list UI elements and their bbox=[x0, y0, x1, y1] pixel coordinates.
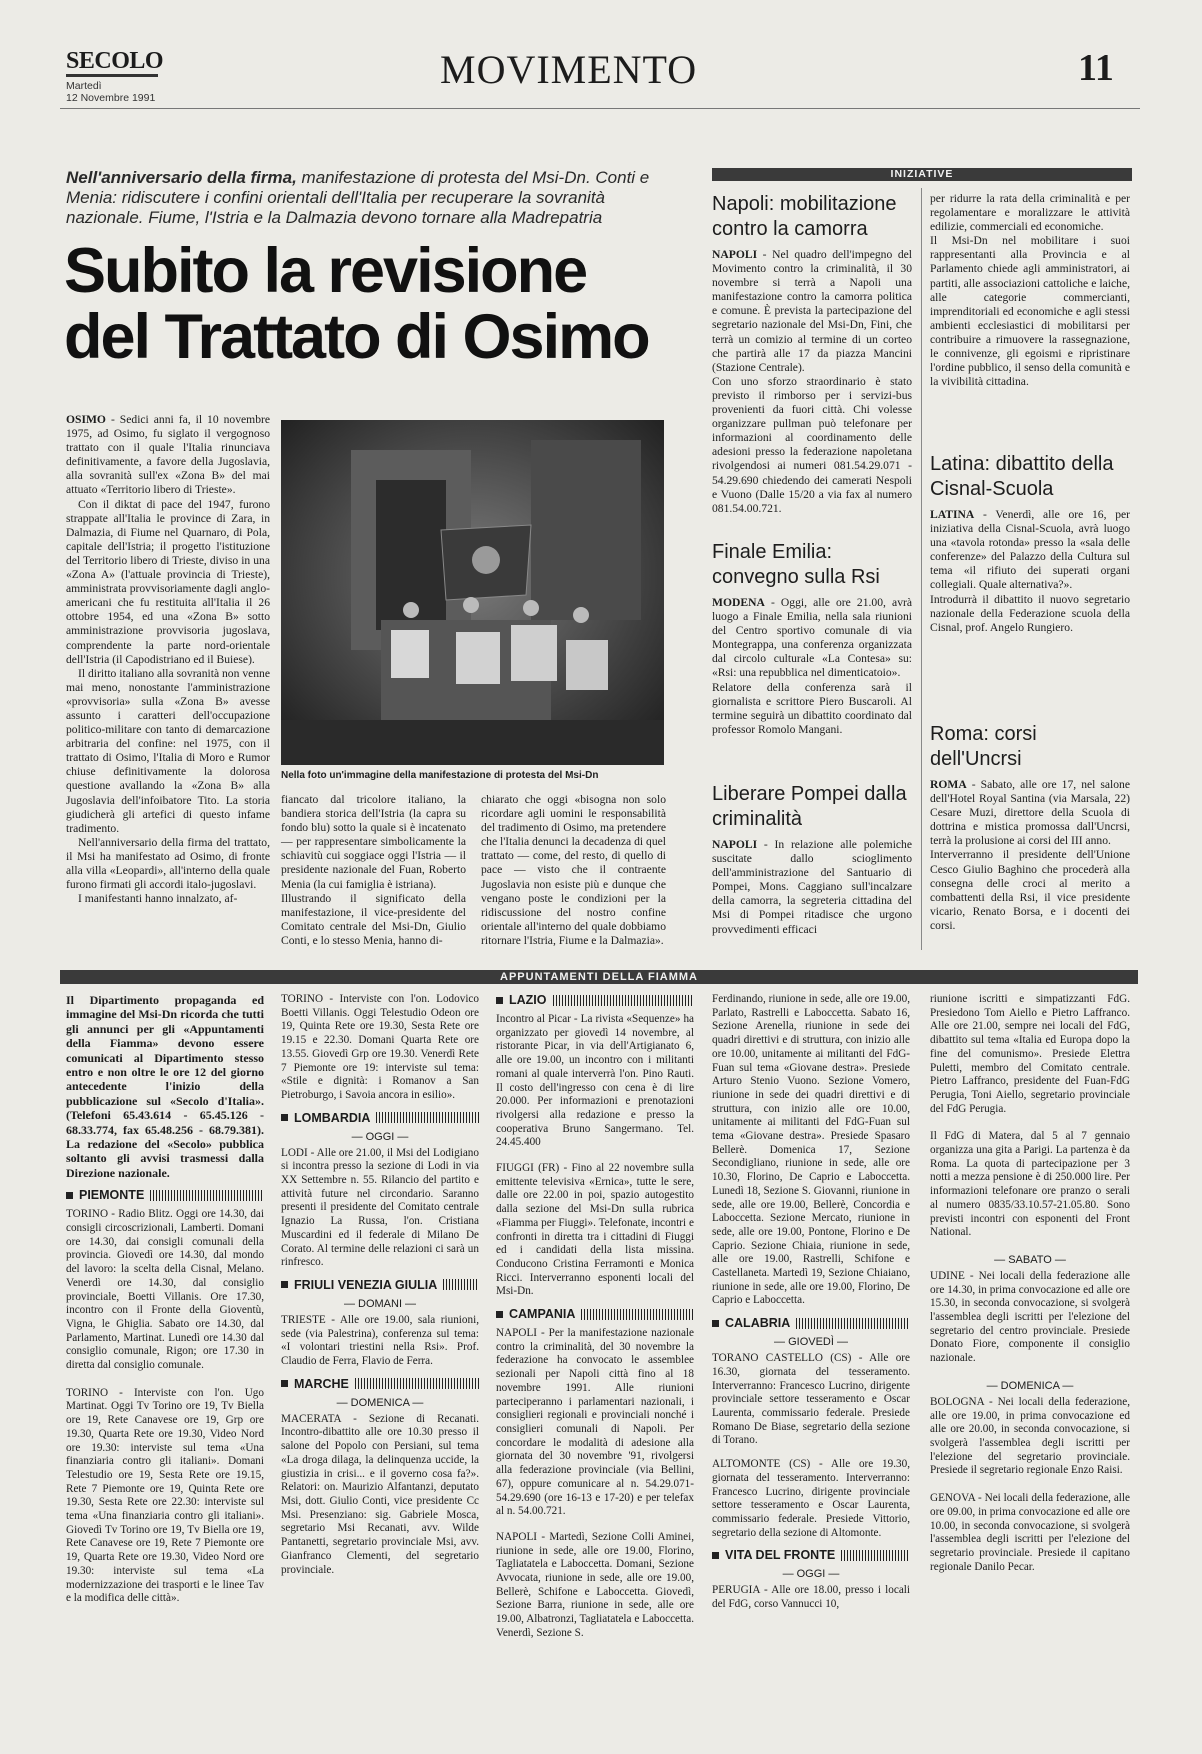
dateline: OSIMO bbox=[66, 413, 106, 426]
day-label-text: DOMENICA bbox=[350, 1396, 410, 1409]
region-header-lazio bbox=[496, 993, 694, 1007]
day-label-text: DOMANI bbox=[358, 1297, 402, 1310]
appuntamenti-column-2 bbox=[281, 993, 479, 1738]
event-text: TORANO CASTELLO (CS) - Alle ore 16.30, giornata del tesseramento. Interverranno: Francesco Lucrino, dirigente provinciale settore tesseramento e Oscar Laurenta, commissario federale. Presiede Romano De Biase, segretario della sezione di Torano. bbox=[712, 1352, 910, 1447]
news-text: - In relazione alle polemiche suscitate dallo scioglimento dell'amministrazione del Santuario di Pompei, Mons. Caggiano sull'incalzare della camorra, la segreteria cittadina del Msi di Pompei ritadisce che urgono provvedimenti efficaci bbox=[712, 838, 912, 936]
article-kicker bbox=[66, 168, 672, 228]
article-paragraph: Con il diktat di pace del 1947, furono strappate all'Italia le province di Zara, in Dalmazia, di Fiume nel Quarnaro, di Pola, capitale dell'Istria; il progetto l'istituzione del Territorio libero di Trieste, diviso in una «Zona A» (l'attuale provincia di Trieste), amministrata provvisoriamente dagli anglo-americani che fu restituita all'Italia il 26 ottobre 1954, ed una «Zona B» sotto amministrazione provvisoria jugoslava, comprendente la parte nord-orientale dell'Istria (il Capodistriano ed il Buiese). bbox=[66, 497, 270, 666]
day-label: — OGGI — bbox=[782, 1568, 840, 1581]
day-label: — DOMANI — bbox=[343, 1297, 417, 1310]
region-rule bbox=[355, 1378, 479, 1389]
day-label-text: OGGI bbox=[365, 1130, 395, 1143]
event-text: ALTOMONTE (CS) - Alle ore 19.30, giornata del tesseramento. Interverranno: Francesco Lucrino, dirigente provinciale settore tesseramento e Oscar Laurenta, commissario federale. Presiede Vittorio, segretario della sezione di Altomonte. bbox=[712, 1458, 910, 1539]
region-name: VITA DEL FRONTE bbox=[725, 1548, 836, 1563]
event-text: TORINO - Interviste con l'on. Lodovico Boetti Villanis. Oggi Telestudio Odeon ore 19, Quinta Rete ore 19.30, Sesta Rete ore 19.15 e 22.30. Domani Quarta Rete ore 13.55. Giovedì Grp ore 19.30. Venerdì Rete 7 Piemonte ore 19: interviste sul tema: «Stile e dignità: i Romanov a San Pietroburgo, i Savoia ancora in esilio». bbox=[281, 993, 479, 1101]
event-text: LODI - Alle ore 21.00, il Msi del Lodigiano si incontra presso la sezione di Lodi in via XX Settembre n. 55. Rilancio del partito e attività future nel circondario. Saranno presenti il presidente del Comitato centrale Ignazio La Russa, l'on. Cristiana Muscardini ed il federale di Milano De Corato. Al termine delle relazioni ci sarà un rinfresco. bbox=[281, 1146, 479, 1269]
iniziative-band: INIZIATIVE bbox=[712, 168, 1132, 181]
article-column-3: chiarato che oggi «bisogna non solo ricordare agli uomini le responsabilità del tradimento di Osimo, ma pretendere che l'Italia denunci la decadenza di quel trattato — come, del resto, di quello di pace — visto che il contraente Jugoslavia non esiste più e dunque che vengano poste le condizioni per la ridiscussione del nostro confine orientale all'interno del quale dobbiamo ritornare l'Istria, Fiume e la Dalmazia». bbox=[481, 793, 666, 947]
region-rule bbox=[376, 1112, 479, 1123]
region-header-campania bbox=[496, 1307, 694, 1321]
region-header-calabria bbox=[712, 1316, 910, 1330]
region-name: CAMPANIA bbox=[509, 1307, 576, 1322]
dateline: NAPOLI bbox=[712, 838, 758, 851]
day-label-text: GIOVEDÌ bbox=[788, 1336, 834, 1349]
region-rule bbox=[150, 1190, 264, 1201]
news-headline: Roma: corsi dell'Uncrsi bbox=[930, 723, 1037, 770]
logo-underline bbox=[66, 74, 158, 77]
event-text: Incontro al Picar - La rivista «Sequenze» ha organizzato per giovedì 14 novembre, al ristorante Picar, in via dell'Artigianato 6, alle ore 19.00, un incontro con i militanti romani al quale interverrà l'on. Pino Rauti. Il costo dell'ingresso con cena è di lire 20.000. Per informazioni e prenotazioni rivolgersi alla redazione e presso la cooperativa Bruno Sangermano. Tel. 24.45.400 bbox=[496, 1013, 694, 1149]
article-paragraph: Nell'anniversario della firma del trattato, il Msi ha manifestato ad Osimo, di fronte alla villa «Leopardi», all'interno della quale furono firmati gli accordi italo-jugoslavi. bbox=[66, 835, 270, 892]
news-headline: Finale Emilia: convegno sulla Rsi bbox=[712, 541, 880, 588]
region-name: MARCHE bbox=[294, 1376, 349, 1391]
region-rule bbox=[841, 1550, 910, 1561]
day-label-text: SABATO bbox=[1008, 1253, 1052, 1266]
region-bullet bbox=[496, 1311, 503, 1318]
region-bullet bbox=[281, 1114, 288, 1121]
masthead-full-date: 12 Novembre 1991 bbox=[66, 92, 156, 104]
region-header-marche bbox=[281, 1377, 479, 1391]
kicker-bold: Nell'anniversario della firma, bbox=[66, 168, 297, 187]
news-text: - Sabato, alle ore 17, nel salone dell'Hotel Royal Santina (via Marsala, 22) Cesare Muzi, direttore della Scuola di dottrina e mistica promossa dall'Uncrsi, terrà la prolusione ai corsi del III anno. Interverranno il presidente dell'Unione Cesco Giulio Baghino che procederà alla consegna delle croci al merito a combattenti della Rsi, il vice presidente vicario, Renato Borsa, e i docenti dei corsi. bbox=[930, 778, 1130, 932]
appuntamenti-column-4 bbox=[712, 993, 910, 1738]
region-bullet bbox=[281, 1380, 288, 1387]
sidebar-divider bbox=[921, 188, 922, 950]
event-text: MACERATA - Sezione di Recanati. Incontro-dibattito alle ore 10.30 presso il salone del Popolo con Persiani, sul tema «La droga dilaga, la delinquenza uccide, la giustizia in crisi... e il governo cosa fa?». Relatori: on. Maurizio Alfantanzi, deputato Msi, dott. Giulio Conti, vice presidente Cc Msi. Presenziano: sig. Gabriele Mosca, segretario Msi Recanati, avv. Wilde Pantanetti, segretario provinciale Msi, avv. Gianfranco Clementi, del segretario provinciale. bbox=[281, 1412, 479, 1576]
region-name: CALABRIA bbox=[725, 1316, 791, 1331]
day-label: — DOMENICA — bbox=[336, 1396, 424, 1409]
section-title: MOVIMENTO bbox=[440, 47, 698, 92]
news-headline: Liberare Pompei dalla criminalità bbox=[712, 783, 907, 830]
region-rule bbox=[553, 995, 695, 1006]
dateline: LATINA bbox=[930, 508, 975, 521]
event-text: Ferdinando, riunione in sede, alle ore 19.00, Parlato, Rastrelli e Laboccetta. Sabato 16, Sezione Arenella, riunione in sede dei quadri direttivi e di struttura, con inizio alle ore 10.00, unitamente ai militanti del FdG-Fuan sul tema «Giovane destra». Presiede Arturo Stenio Vuono. Sezione Vomero, riunione in sede dei quadri direttivi e di struttura, con inizio alle ore 10.00, unitamente ai militanti del FdG-Fuan sul tema «Giovane destra». Presiede Spasaro Bellerè. Domenica 17, Sezione Secondigliano, riunione in sede, alle ore 10.30, Florino, De Caprio e Laboccetta. Lunedì 18, Sezione S. Giovanni, riunione in sede, alle ore 19.00, Bellerè, Concordia e Laboccetta. Sezione Mercato, riunione in sede, alle ore 19.00, Pontone, Florino e De Caprio. Sezione Chiaia, riunione in sede, alle ore 19.00, Rastrelli, Schifone e Castellaneta. Martedì 19, Sezione Chiaiano, riunione in sede, alle ore 19.00, Florino, De Caprio e Laboccetta. bbox=[712, 993, 910, 1307]
region-name: FRIULI VENEZIA GIULIA bbox=[294, 1277, 438, 1292]
event-text: NAPOLI - Martedì, Sezione Colli Aminei, riunione in sede, alle ore 19.00, Florino, Tagliatatela e Laboccetta. Domani, Sezione Avvocata, riunione in sede, alle ore 19.00, Bellerè, Schifone e Laboccetta. Giovedì, Sezione Barra, riunione in sede, alle ore 19.00, Albatronzi, Tagliatatela e Laboccetta. Venerdì, Sezione S. bbox=[496, 1530, 694, 1639]
event-text: GENOVA - Nei locali della federazione, alle ore 09.00, in prima convocazione ed alle ore 10.00, in seconda convocazione, si svolgerà l'assemblea degli iscritti per l'elezione del segretario provinciale. Presiede il capitano regionale Danilo Pecar. bbox=[930, 1492, 1130, 1573]
region-name: LOMBARDIA bbox=[294, 1110, 371, 1125]
article-paragraph: Il diritto italiano alla sovranità non venne mai meno, nonostante l'amministrazione «provvisoria» sulla «Zona B» avesse assunto i caratteri dell'occupazione politico-militare con tanto di demarcazione arbitraria del confine: nel 1975, con il trattato di Osimo, l'Italia di Moro e Rumor chiuse definitivamente la dolorosa questione avallando la «Zona B» alla Jugoslavia dell'infoibatore Tito. La storia giudicherà gli artefici di questo infame tradimento. bbox=[66, 666, 270, 835]
appuntamenti-column-5 bbox=[930, 993, 1130, 1738]
photo-caption: Nella foto un'immagine della manifestazione di protesta del Msi-Dn bbox=[281, 770, 599, 781]
page-number: 11 bbox=[1078, 47, 1114, 89]
news-finale-emilia bbox=[712, 540, 912, 737]
news-text: - Oggi, alle ore 21.00, avrà luogo a Finale Emilia, nella sala riunioni del Centro sportivo comunale di via Montegrappa, una conferenza organizzata dal circolo culturale «La Contesa» su: «Rsi: una repubblica nel dimenticatoio». Relatore della conferenza sarà il giornalista e scrittore Piero Buscaroli. Al termine seguirà un dibattito coordinato dal professor Romolo Mangani. bbox=[712, 596, 912, 736]
region-bullet bbox=[712, 1552, 719, 1559]
article-column-1 bbox=[66, 413, 270, 906]
news-body bbox=[712, 838, 912, 937]
dateline: ROMA bbox=[930, 778, 967, 791]
news-headline: Napoli: mobilitazione contro la camorra bbox=[712, 193, 897, 240]
masthead-date bbox=[66, 80, 155, 104]
appuntamenti-band: APPUNTAMENTI DELLA FIAMMA bbox=[60, 970, 1138, 984]
region-name: LAZIO bbox=[509, 993, 547, 1007]
appuntamenti-column-1 bbox=[66, 993, 264, 1738]
photo-image bbox=[281, 420, 664, 765]
day-label: — DOMENICA — bbox=[986, 1379, 1074, 1392]
appuntamenti-column-3 bbox=[496, 993, 694, 1738]
news-text: - Venerdì, alle ore 16, per iniziativa della Cisnal-Scuola, avrà luogo una «tavola rotonda» presso la «sala delle conferenze» del Palazzo della Cultura sul tema «il rifiuto dei superati organi collegiali. Quale alternativa?». Introdurrà il dibattito il nuovo segretario nazionale della Federazione scuola della Cisnal, prof. Angelo Rungiero. bbox=[930, 508, 1130, 634]
protest-photo bbox=[281, 420, 664, 765]
news-pompei bbox=[712, 782, 912, 937]
region-rule bbox=[443, 1279, 479, 1290]
kicker-text: manifestazione di protesta del Msi-Dn. Conti e Menia: ridiscutere i confini orientali dell'Italia per recuperare la sovranità nazionale. Fiume, l'Istria e la Dalmazia devono tornare alla Madrepatria bbox=[66, 168, 650, 227]
region-bullet bbox=[496, 997, 503, 1004]
news-napoli bbox=[712, 192, 912, 516]
event-text: TORINO - Radio Blitz. Oggi ore 14.30, dai consigli circoscrizionali, Lamberti. Domani ore 14.30, dai consigli comunali della provincia. Giovedì ore 14.30, dal mondo del lavoro: la scelta della Cisnal, Melano. Venerdì ore 14.30, dal consiglio provinciale, Boetti Villanis. Ore 17.30, incontro con il Fronte della Gioventù, Vigna, le Ghiglia. Sabato ore 14.30, dal Parlamento, Martinat. Lunedì ore 14.30 dal consiglio comunale, Rigon; ore 17.30 in diretta dal consiglio comunale. bbox=[66, 1208, 264, 1372]
day-label: — OGGI — bbox=[351, 1130, 409, 1143]
region-bullet bbox=[66, 1192, 73, 1199]
article-headline: Subito la revisione del Trattato di Osimo bbox=[64, 236, 649, 372]
news-body bbox=[712, 248, 912, 516]
day-label: — GIOVEDÌ — bbox=[774, 1336, 848, 1349]
region-header-lombardia bbox=[281, 1111, 479, 1125]
news-roma bbox=[930, 722, 1130, 933]
appuntamenti-intro: Il Dipartimento propaganda ed immagine del Msi-Dn ricorda che tutti gli annunci per gli «Appuntamenti della Fiamma» devono essere comunicati al Dipartimento stesso entro e non oltre le ore 12 del giorno antecedente l'inizio della pubblicazione sul «Secolo d'Italia». (Telefoni 65.43.614 - 65.45.126 - 68.33.774, fax 65.48.256 - 68.79.381). La redazione del «Secolo» pubblica soltanto gli avvisi trasmessi dalla Direzione nazionale. bbox=[66, 993, 264, 1180]
day-label-text: OGGI bbox=[796, 1568, 826, 1581]
region-header-vita-del-fronte bbox=[712, 1548, 910, 1562]
event-text: PERUGIA - Alle ore 18.00, presso i locali del FdG, corso Vannucci 10, bbox=[712, 1584, 910, 1611]
news-latina bbox=[930, 452, 1130, 635]
newspaper-logo: SECOLO bbox=[66, 48, 164, 74]
day-label-text: DOMENICA bbox=[1000, 1379, 1060, 1392]
article-paragraph: - Sedici anni fa, il 10 novembre 1975, ad Osimo, fu siglato il vergognoso trattato con il quale l'Italia rinunciava definitivamente, a favore della Jugoslavia, alla sovranità sull'ex «Zona B» del mai attuato «Territorio libero di Trieste». bbox=[66, 413, 270, 497]
news-body bbox=[930, 778, 1130, 933]
event-text: Il FdG di Matera, dal 5 al 7 gennaio organizza una gita a Parigi. La partenza è da Roma. La quota di partecipazione per 3 notti a mezza pensione è di 250.000 lire. Per informazioni telefonare ore pranzo o serali al numero 0835/33.10.57-21.05.80. Sono previsti incontri con esponenti del Front National. bbox=[930, 1130, 1130, 1239]
news-body bbox=[930, 508, 1130, 635]
region-header-piemonte bbox=[66, 1188, 264, 1202]
article-column-2: fiancato dal tricolore italiano, la bandiera storica dell'Istria (la capra su fondo blu) sotto la quale si è incatenato — per rappresentare simbolicamente la schiavitù cui soggiace oggi l'Istria — il presidente nazionale del Fuan, Roberto Menia (la cui famiglia è istriana). Illustrando il significato della manifestazione, il vice-presidente del Comitato centrale del Msi-Dn, Giulio Conti, e lo stesso Menia, hanno di- bbox=[281, 793, 466, 947]
event-text: riunione iscritti e simpatizzanti FdG. Presiedono Tom Aiello e Pietro Laffranco. Alle ore 21.00, sempre nei locali del FdG, dibattito sul tema «Italia ed Europa dopo la fine del comunismo». Presiede Elettra Puletti, membro del Comitato centrale. Pietro Laffranco, presidente del Fuan-FdG Perugia, Toni Aiello, segretario provinciale del FdG Perugia. bbox=[930, 993, 1130, 1115]
napoli-continued: per ridurre la rata della criminalità e per regolamentare e moralizzare le attività edilizie, commerciali ed economiche. Il Msi-Dn nel mobilitare i suoi rappresentanti alla Provincia e al Parlamento chiede agli amministratori, ai partiti, alle associazioni cattoliche e laiche, alle categorie commercianti, imprenditoriali ed economiche e agli stessi ambienti ecclesiastici di mobilitarsi per contribuire a rimuovere la rassegnazione, le connivenze, gli egoismi e ripristinare l'ordine pubblico, il senso della comunità e la vivibilità cittadina. bbox=[930, 192, 1130, 389]
news-headline: Latina: dibattito della Cisnal-Scuola bbox=[930, 453, 1114, 500]
region-bullet bbox=[712, 1320, 719, 1327]
region-name: PIEMONTE bbox=[79, 1188, 145, 1203]
news-text: - Nel quadro dell'impegno del Movimento contro la criminalità, il 30 novembre si terrà a Napoli una manifestazione contro la camorra politica e comune. È prevista la partecipazione del segretario nazionale del Msi-Dn, Fini, che terrà un comizio al termine di un corteo che partirà alle 17 da piazza Mancini (Stazione Centrale). Con uno sforzo straordinario è stato previsto il rimborso per i servizi-bus provenienti da fuori città. Chi volesse organizzare pullman può telefonare per informazioni al coordinamento delle adesioni presso la federazione napoletana rivolgendosi ai numeri 081.54.29.071 - 54.29.690 chiedendo dei camerati Nespoli e Vuono (Dalle 15/20 a via fax al numero 081.54.00.721. bbox=[712, 248, 912, 515]
event-text: BOLOGNA - Nei locali della federazione, alle ore 19.00, in prima convocazione ed alle ore 20.00, in seconda convocazione, si svolgerà l'assemblea degli iscritti per l'elezione del segretario provinciale. Presiede il segretario regionale Enzo Raisi. bbox=[930, 1395, 1130, 1477]
event-text: TRIESTE - Alle ore 19.00, sala riunioni, sede (via Palestrina), conferenza sul tema: «I volontari triestini nella Rsi». Prof. Claudio de Ferra, Flavio de Ferra. bbox=[281, 1313, 479, 1368]
day-label: — SABATO — bbox=[994, 1253, 1066, 1266]
masthead-day: Martedì bbox=[66, 80, 102, 92]
event-text: UDINE - Nei locali della federazione alle ore 14.30, in prima convocazione ed alle ore 15.30, in seconda convocazione, si svolgerà l'assemblea degli iscritti per l'elezione del segretario del centro provinciale. Presiede Donato Fiore, componente il consiglio nazionale. bbox=[930, 1269, 1130, 1365]
dateline: MODENA bbox=[712, 596, 765, 609]
news-body bbox=[712, 596, 912, 737]
region-header-friuli bbox=[281, 1278, 479, 1292]
article-paragraph: I manifestanti hanno innalzato, af- bbox=[78, 892, 238, 906]
event-text: NAPOLI - Per la manifestazione nazionale contro la criminalità, del 30 novembre la federazione ha convocato le assemblee sezionali per Napoli città fino al 18 novembre 1991. Alle riunioni parteciperanno i parlamentari nazionali, i consiglieri regionali e provinciali nonché i consiglieri comunali di Napoli. Per concordare le modalità di adesione alla giornata del 30 novembre '91, rivolgersi alla federazione provinciale (via Bellini, 67), oppure comunicare al n. 54.29.071-54.29.690 (ore 16-13 e 17-20) e per telefax al n. 54.00.721. bbox=[496, 1327, 694, 1518]
dateline: NAPOLI bbox=[712, 248, 758, 261]
event-text: TORINO - Interviste con l'on. Ugo Martinat. Oggi Tv Torino ore 19, Tv Biella ore 19, Rete Canavese ore 19, Grp ore 19.30, Quarta Rete ore 19.30, Video Nord ore 19.30: interviste sul tema «Una finanziaria contro gli italiani». Domani Telestudio ore 19, Sesta Rete ore 19.15, Rete 7 Piemonte ore 19, Quinta Rete ore 19.30, Sesta Rete ore 22.30: interviste sul tema «Una finanziaria contro gli italiani». Giovedì Tv Torino ore 19, Tv Biella ore 19, Rete Canavese ore 19, Rete 7 Piemonte ore 19, Quarta Rete ore 19.30, Video Nord ore 19.30: interviste sul tema «La modernizzazione dei trasporti e le linee Tav e la modifica delle città». bbox=[66, 1386, 264, 1605]
region-rule bbox=[796, 1318, 910, 1329]
region-bullet bbox=[281, 1281, 288, 1288]
event-text: FIUGGI (FR) - Fino al 22 novembre sulla emittente televisiva «Ernica», tutte le sere, dalle ore 22.00 in poi, spazio autogestito dalla sezione del Msi-Dn sulla rubrica «Fiamma per Fiuggi». Telefonate, incontri e confronti in diretta tra i cittadini di Fiuggi ed i candidati della lista missina. Conducono Cristina Ferramonti e Monica Ricci. Interverranno esponenti locali del Msi-Dn. bbox=[496, 1162, 694, 1298]
region-rule bbox=[581, 1309, 694, 1320]
masthead-rule bbox=[60, 108, 1140, 109]
